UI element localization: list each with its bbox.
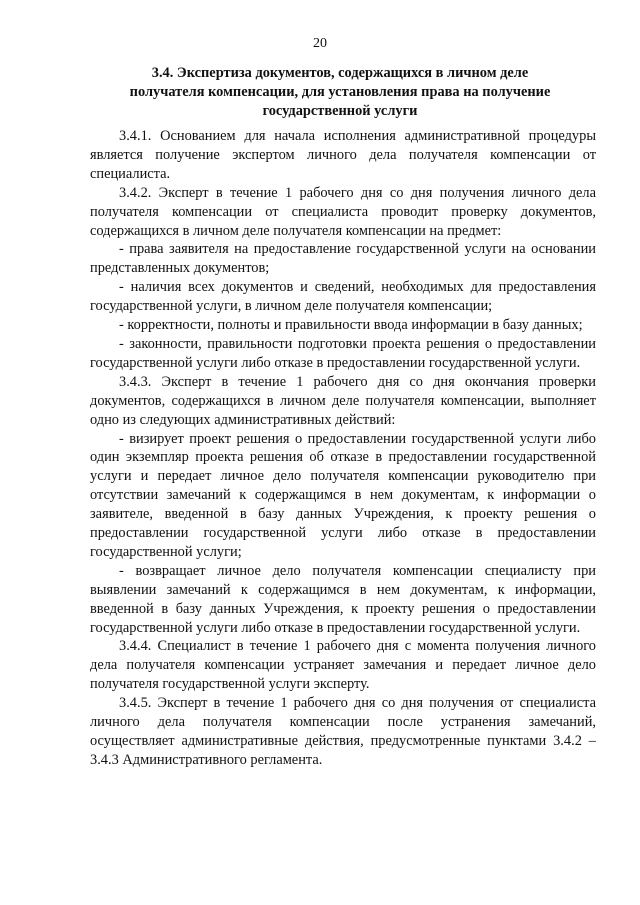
paragraph-3-4-3: 3.4.3. Эксперт в течение 1 рабочего дня со дня окончания проверки документов, содержащихся в личном деле получателя компенсации, выполняет одно из следующих административных действий: [90,373,596,428]
paragraph-3-4-5: 3.4.5. Эксперт в течение 1 рабочего дня со дня получения от специалиста личного дела получателя компенсации после устранения замечаний, осуществляет административные действия, предусмотренные пунктами 3.4.2 – 3.4.3 Административного регламента. [90,695,596,768]
list-item: - корректности, полноты и правильности ввода информации в базу данных; [119,317,583,334]
paragraph-3-4-1: 3.4.1. Основанием для начала исполнения административной процедуры является получение экспертом личного дела получателя компенсации от специалиста. [90,128,596,182]
paragraph-3-4-2: 3.4.2. Эксперт в течение 1 рабочего дня со дня получения личного дела получателя компенсации от специалиста проводит проверку документов, содержащихся в личном деле получателя компенсации на предмет: [90,184,596,239]
section-body [90,127,596,770]
list-item: - возвращает личное дело получателя компенсации специалисту при выявлении замечаний к содержащимся в нем документам, к информации, введенной в базу данных Учреждения, к проекту решения о предоставлении государственной услуги либо отказе в предоставлении государственной услуги. [90,562,596,636]
heading-line-2: получателя компенсации, для установления права на получение [129,84,551,100]
list-item: - наличия всех документов и сведений, необходимых для предоставления государственной услуги, в личном деле получателя компенсации; [90,279,596,315]
paragraph-3-4-4: 3.4.4. Специалист в течение 1 рабочего дня с момента получения личного дела получателя компенсации устраняет замечания и передает личное дело получателя государственной услуги эксперту. [90,638,596,693]
heading-line-3: государственной услуги [262,103,418,119]
page-number: 20 [313,36,327,51]
list-item: - законности, правильности подготовки проекта решения о предоставлении государственной услуги либо отказе в предоставлении государственной услуги. [90,335,596,371]
section-heading [90,64,590,121]
heading-line-1: 3.4. Экспертиза документов, содержащихся в личном деле [151,65,529,81]
list-item: - права заявителя на предоставление государственной услуги на основании представленных документов; [90,241,596,277]
list-item: - визирует проект решения о предоставлении государственной услуги либо один экземпляр проекта решения об отказе в предоставлении государственной услуги и передает личное дело получателя компенсации руководителю при отсутствии замечаний к содержащимся в нем документам, к информации о заявителе, введенной в базу данных Учреждения, к проекту решения о предоставлении государственной услуги либо отказе в предоставлении государственной услуги; [90,430,596,560]
